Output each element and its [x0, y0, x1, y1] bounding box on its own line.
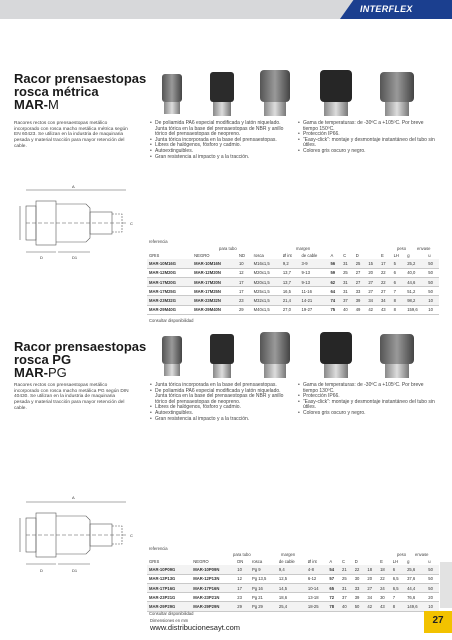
table-cell: 9-13	[301, 270, 310, 276]
table-cell: 75	[330, 307, 336, 313]
col-header	[366, 251, 379, 259]
table-cell: MAR-10P09N	[193, 566, 220, 572]
svg-text:D1: D1	[72, 568, 78, 573]
table-cell: 74	[330, 298, 336, 304]
side-tab	[440, 562, 452, 608]
list-item: • Junta tórica incorporada en la base del prensaestopas.	[150, 138, 292, 144]
table-cell: 8	[392, 604, 396, 610]
table-cell: MAR-29P29N	[193, 604, 220, 610]
table-cell: 18,6	[278, 594, 288, 600]
table-cell: 33	[355, 288, 361, 294]
table-cell: 30	[380, 594, 385, 600]
section2-title-code: MAR-PG	[14, 365, 67, 380]
table-cell: 13,7	[282, 279, 291, 285]
table-cell: 20	[367, 576, 373, 582]
table-cell: 65	[329, 585, 335, 591]
table-cell: Pg 21	[251, 594, 263, 600]
table-cell: 40	[343, 307, 348, 313]
table-cell: 23	[238, 298, 244, 304]
list-item: • Libres de halógenos, fósforo y cadmio.	[150, 143, 292, 149]
table-row	[147, 296, 439, 305]
col-header: LH	[392, 558, 399, 564]
table-cell: 14,5	[278, 585, 288, 591]
table-cell: 34	[368, 298, 373, 304]
table-cell: 21	[342, 566, 347, 572]
col-header: NEGRO	[193, 558, 209, 564]
table-cell: MAR-29M40G	[149, 307, 176, 313]
col-header: C	[343, 252, 347, 258]
list-item: • Colores gris oscuro y negro.	[298, 411, 438, 417]
table-cell: 6-12	[307, 576, 317, 582]
col-header: rosca	[251, 558, 263, 564]
table-cell: M20x1,5	[253, 279, 270, 285]
table-row	[147, 583, 439, 592]
table-cell: 8	[393, 298, 396, 304]
section2-features-b	[298, 383, 438, 417]
table-cell: M32x1,5	[253, 298, 270, 304]
section1-features-a	[150, 121, 292, 160]
table-cell: 31	[343, 288, 348, 294]
table-cell: 25	[342, 576, 347, 582]
table-cell: MAR-23M32N	[194, 298, 221, 304]
section2-spec-table	[147, 557, 439, 612]
section2-title-line1: Racor prensaestopas	[14, 339, 147, 354]
table-cell: 50	[428, 566, 433, 572]
fitting-grey-large	[260, 332, 290, 378]
fitting-grey-large	[260, 70, 290, 116]
col-header: de cable	[278, 558, 295, 564]
table-cell: 10-14	[307, 585, 319, 591]
table-cell: 25	[343, 270, 348, 276]
table-cell: 12	[238, 270, 244, 276]
table-cell: 64	[330, 288, 336, 294]
table-cell: 10	[238, 260, 244, 266]
table-cell: 6	[393, 279, 396, 285]
table-cell: 50	[428, 260, 433, 266]
section1-features-b	[298, 121, 438, 155]
table-row	[147, 277, 439, 286]
table-cell: 42	[368, 307, 373, 313]
section1-title	[14, 72, 146, 111]
col-header: Ø int	[307, 558, 317, 564]
table-cell: 27	[368, 288, 373, 294]
list-item: • “Easy-click”: montaje y desmontaje instantáneo del tubo sin útiles.	[298, 400, 438, 411]
table-cell: 18-25	[307, 604, 319, 610]
table-cell: MAR-12P13G	[149, 576, 176, 582]
section1-note: Consultar disponibilidad	[149, 318, 194, 323]
table-cell: MAR-10M16N	[194, 260, 221, 266]
table-cell: 9,4	[278, 566, 285, 572]
table-cell: MAR-17M25G	[149, 288, 176, 294]
section1-referencia-label: referencia	[149, 239, 168, 244]
svg-text:D1: D1	[72, 255, 78, 260]
table-cell: 24	[380, 585, 385, 591]
svg-text:C: C	[130, 221, 133, 226]
table-cell: 50	[428, 288, 433, 294]
table-cell: 50	[354, 604, 360, 610]
svg-text:D: D	[40, 568, 43, 573]
col-header: g	[407, 558, 410, 564]
svg-text:C: C	[130, 533, 133, 538]
col-header: u	[428, 558, 431, 564]
table-cell: 10	[428, 604, 433, 610]
table-cell: 31	[343, 260, 348, 266]
fitting-black-medium	[210, 72, 234, 116]
col-header: E	[380, 558, 383, 564]
col-header: A	[330, 252, 334, 258]
col-header: A	[329, 558, 333, 564]
table-cell: 50	[428, 585, 433, 591]
list-item: • Colores gris oscuro y negro.	[298, 149, 438, 155]
table-cell: MAR-12M20G	[149, 270, 176, 276]
page-number: 27	[432, 615, 444, 626]
section1-envase-label: envase	[417, 246, 431, 251]
table-cell: MAR-17P16N	[193, 585, 220, 591]
section1-margen-label: margen	[296, 246, 311, 251]
col-header	[365, 557, 378, 565]
table-cell: 37	[342, 594, 347, 600]
list-item: • Gran resistencia al impacto y a la tracción.	[150, 417, 292, 423]
fitting-grey-xl	[380, 334, 414, 378]
section2-product-photo	[150, 332, 440, 382]
page-number-tab	[424, 611, 452, 633]
table-cell: Pg 29	[251, 604, 263, 610]
col-header: de cable	[301, 252, 318, 258]
section2-margen-label: margen	[281, 552, 296, 557]
section2-title	[14, 340, 146, 379]
fitting-black-large	[320, 332, 352, 378]
list-item: • Junta tórica incorporada en la base del prensaestopas.	[150, 383, 292, 389]
table-cell: 22	[354, 566, 360, 572]
table-cell: 17	[380, 260, 386, 266]
section2-note: Consultar disponibilidad	[149, 611, 194, 616]
table-cell: 8	[393, 307, 396, 313]
table-cell: 39	[354, 594, 360, 600]
col-header: ND	[238, 252, 246, 258]
table-cell: 33	[354, 585, 360, 591]
list-item: • Gama de temperaturas: de -30ºC a +105ºC. Por breve tiempo 130ºC.	[298, 383, 438, 394]
table-cell: 50	[428, 279, 433, 285]
list-item: • Libres de halógenos, fósforo y cadmio.	[150, 405, 292, 411]
section2-features-a	[150, 383, 292, 422]
table-cell: 22	[380, 279, 386, 285]
col-header: DN	[237, 558, 244, 564]
section2-peso-label: peso	[397, 552, 407, 557]
table-cell: 31	[342, 585, 347, 591]
table-cell: 40,0	[407, 270, 416, 276]
table-cell: 6	[392, 566, 396, 572]
section1-technical-drawing	[16, 176, 134, 266]
table-cell: 5	[393, 260, 396, 266]
table-cell: 149,6	[407, 604, 418, 610]
table-cell: 15	[368, 260, 373, 266]
table-cell: 3-9	[301, 260, 308, 266]
col-header: LH	[393, 252, 399, 258]
table-cell: 20	[368, 270, 373, 276]
table-cell: MAR-17P16G	[149, 585, 176, 591]
table-cell: 44,4	[407, 585, 416, 591]
list-item: • De poliamida PA6 especial modificada y latón niquelado. Junta tórica en la base del prensaestopas de NBR y anillo tórico del prensaestopas de neopreno.	[150, 389, 292, 406]
svg-text:A: A	[72, 495, 75, 500]
section2-para-tubo-label: para tubo	[233, 552, 251, 557]
table-cell: 59	[330, 270, 336, 276]
svg-text:D: D	[40, 255, 43, 260]
table-cell: 34	[367, 594, 373, 600]
list-item: • Gama de temperaturas: de -30ºC a +105ºC. Por breve tiempo 150ºC.	[298, 121, 438, 132]
table-cell: Pg 16	[251, 585, 263, 591]
table-cell: 43	[380, 604, 385, 610]
table-cell: 54	[329, 566, 335, 572]
table-cell: 30	[354, 576, 360, 582]
table-cell: 42	[367, 604, 373, 610]
table-cell: 50	[428, 270, 433, 276]
list-item: • De poliamida PA6 especial modificada y latón niquelado. Junta tórica en la base del prensaestopas de NBR y anillo tórico del prensaestopas de neopreno.	[150, 121, 292, 138]
footer-dimensions: Dimensiones en mm	[150, 618, 189, 623]
table-header-row	[147, 557, 439, 565]
table-cell: M25x1,5	[253, 288, 270, 294]
table-cell: 6,5	[392, 585, 399, 591]
col-header: Ø int	[282, 252, 292, 258]
table-cell: 57	[329, 576, 335, 582]
table-cell: 49	[355, 307, 361, 313]
table-cell: 23	[237, 594, 242, 600]
table-cell: 56	[330, 260, 336, 266]
table-header-row	[147, 251, 439, 259]
table-cell: 11-16	[301, 288, 312, 294]
table-cell: 18	[380, 566, 385, 572]
list-item: • Autoextinguibles.	[150, 149, 292, 155]
table-cell: 13-18	[307, 594, 319, 600]
col-header: D	[354, 558, 358, 564]
col-header: g	[407, 252, 410, 258]
table-cell: 72	[329, 594, 335, 600]
table-cell: 27	[355, 270, 361, 276]
table-cell: 29	[238, 307, 244, 313]
col-header: GRIS	[149, 252, 160, 258]
table-cell: 16,5	[282, 288, 291, 294]
table-cell: 27,0	[282, 307, 291, 313]
table-cell: 18	[367, 566, 373, 572]
table-row	[147, 574, 439, 583]
table-cell: MAR-10M16G	[149, 260, 176, 266]
col-header: E	[380, 252, 384, 258]
table-cell: 27	[380, 288, 386, 294]
table-cell: MAR-29P29G	[149, 604, 176, 610]
table-cell: 98,2	[407, 298, 416, 304]
table-cell: 4-8	[307, 566, 314, 572]
table-cell: 9-13	[301, 279, 310, 285]
brand-logo: INTERFLEX	[360, 4, 413, 14]
table-cell: 44,6	[407, 279, 416, 285]
section1-title-code: MAR-M	[14, 97, 59, 112]
table-cell: 29	[237, 604, 242, 610]
table-cell: MAR-23P21N	[193, 594, 220, 600]
section1-title-line1: Racor prensaestopas	[14, 71, 147, 86]
table-cell: 50	[428, 576, 433, 582]
table-cell: 27	[367, 585, 373, 591]
table-cell: 20	[428, 594, 433, 600]
section2-envase-label: envase	[415, 552, 429, 557]
table-cell: 159,6	[407, 307, 418, 313]
table-cell: 25,2	[407, 260, 416, 266]
table-cell: 37,6	[407, 576, 416, 582]
table-cell: 14-21	[301, 298, 313, 304]
col-header: u	[428, 252, 431, 258]
table-cell: 62	[330, 279, 336, 285]
table-cell: M20x1,5	[253, 270, 270, 276]
table-cell: MAR-12P13N	[193, 576, 220, 582]
table-cell: 37	[343, 298, 348, 304]
section1-product-photo	[150, 70, 440, 120]
table-cell: 43	[380, 307, 386, 313]
table-cell: 78	[329, 604, 335, 610]
table-cell: 17	[238, 288, 244, 294]
col-header: C	[342, 558, 346, 564]
table-row	[147, 287, 439, 296]
section2-title-line2: rosca PG	[14, 352, 72, 367]
fitting-black-large	[320, 70, 352, 116]
list-item: • Protección IP66.	[298, 394, 438, 400]
table-cell: MAR-23M32G	[149, 298, 176, 304]
section1-spec-table	[147, 251, 439, 315]
table-cell: 12,5	[278, 576, 288, 582]
table-cell: 21,4	[282, 298, 291, 304]
section1-peso-label: peso	[397, 246, 407, 251]
table-cell: 10	[428, 298, 433, 304]
table-row	[147, 565, 439, 574]
table-cell: 25,6	[407, 566, 416, 572]
table-cell: MAR-17M20N	[194, 279, 221, 285]
table-cell: Pg 13,5	[251, 576, 267, 582]
table-row	[147, 593, 439, 602]
table-cell: 39	[355, 298, 361, 304]
list-item: • Gran resistencia al impacto y a la tracción.	[150, 155, 292, 161]
list-item: • Autoextinguibles.	[150, 411, 292, 417]
table-cell: Pg 9	[251, 566, 261, 572]
table-cell: MAR-17M20G	[149, 279, 176, 285]
table-row	[147, 305, 439, 314]
table-cell: 12	[237, 576, 242, 582]
table-cell: 7	[393, 288, 396, 294]
table-row	[147, 259, 439, 268]
fitting-grey-small	[162, 336, 182, 376]
table-cell: 9,2	[282, 260, 289, 266]
table-cell: 51,2	[407, 288, 416, 294]
table-cell: 25,4	[278, 604, 288, 610]
table-cell: 17	[238, 279, 244, 285]
table-cell: 10	[237, 566, 242, 572]
col-header: NEGRO	[194, 252, 210, 258]
table-cell: 22	[380, 270, 386, 276]
svg-text:A: A	[72, 184, 75, 189]
table-cell: 27	[368, 279, 373, 285]
table-cell: 34	[380, 298, 386, 304]
table-cell: MAR-12M20N	[194, 270, 221, 276]
list-item: • “Easy-click”: montaje y desmontaje instantáneo del tubo sin útiles.	[298, 138, 438, 149]
col-header: D	[355, 252, 359, 258]
section2-referencia-label: referencia	[149, 546, 168, 551]
table-cell: 6	[393, 270, 396, 276]
table-row	[147, 602, 439, 611]
table-row	[147, 268, 439, 277]
col-header: GRIS	[149, 558, 160, 564]
table-cell: 27	[355, 279, 361, 285]
fitting-grey-xl	[380, 72, 414, 116]
list-item: • Protección IP66.	[298, 132, 438, 138]
table-cell: MAR-10P09G	[149, 566, 176, 572]
table-cell: 22	[380, 576, 385, 582]
table-cell: 40	[342, 604, 347, 610]
table-cell: M16x1,5	[253, 260, 270, 266]
section2-technical-drawing	[16, 486, 134, 578]
table-cell: 10	[428, 307, 433, 313]
table-cell: 13,7	[282, 270, 291, 276]
table-cell: MAR-17M25N	[194, 288, 221, 294]
section1-title-line2: rosca métrica	[14, 84, 99, 99]
section2-intro: Racores rectos con prensaestopas metálico incorporado con rosca macho metálica PG según DIN 40430. Se utilizan en la industria de maquinaria pesada y material tracción para mayor retención del cable.	[14, 383, 129, 411]
table-cell: MAR-29M40N	[194, 307, 221, 313]
footer-url[interactable]: www.distribucionesayt.com	[150, 623, 241, 632]
table-cell: 76,6	[407, 594, 416, 600]
table-cell: 7	[392, 594, 396, 600]
section1-intro: Racores rectos con prensaestopas metálico incorporado con rosca macho metálica métrica según EN 60423. Se utilizan en la industria de maquinaria pesada y material tracción para mayor retención del cable.	[14, 121, 128, 149]
fitting-grey-small	[162, 74, 182, 114]
table-cell: 6,5	[392, 576, 399, 582]
table-cell: 25	[355, 260, 361, 266]
table-cell: 17	[237, 585, 242, 591]
table-cell: M40x1,5	[253, 307, 270, 313]
table-cell: 31	[343, 279, 348, 285]
table-cell: MAR-23P21G	[149, 594, 176, 600]
section1-para-tubo-label: para tubo	[219, 246, 237, 251]
col-header: rosca	[253, 252, 264, 258]
table-cell: 19-27	[301, 307, 313, 313]
fitting-black-medium	[210, 334, 234, 378]
